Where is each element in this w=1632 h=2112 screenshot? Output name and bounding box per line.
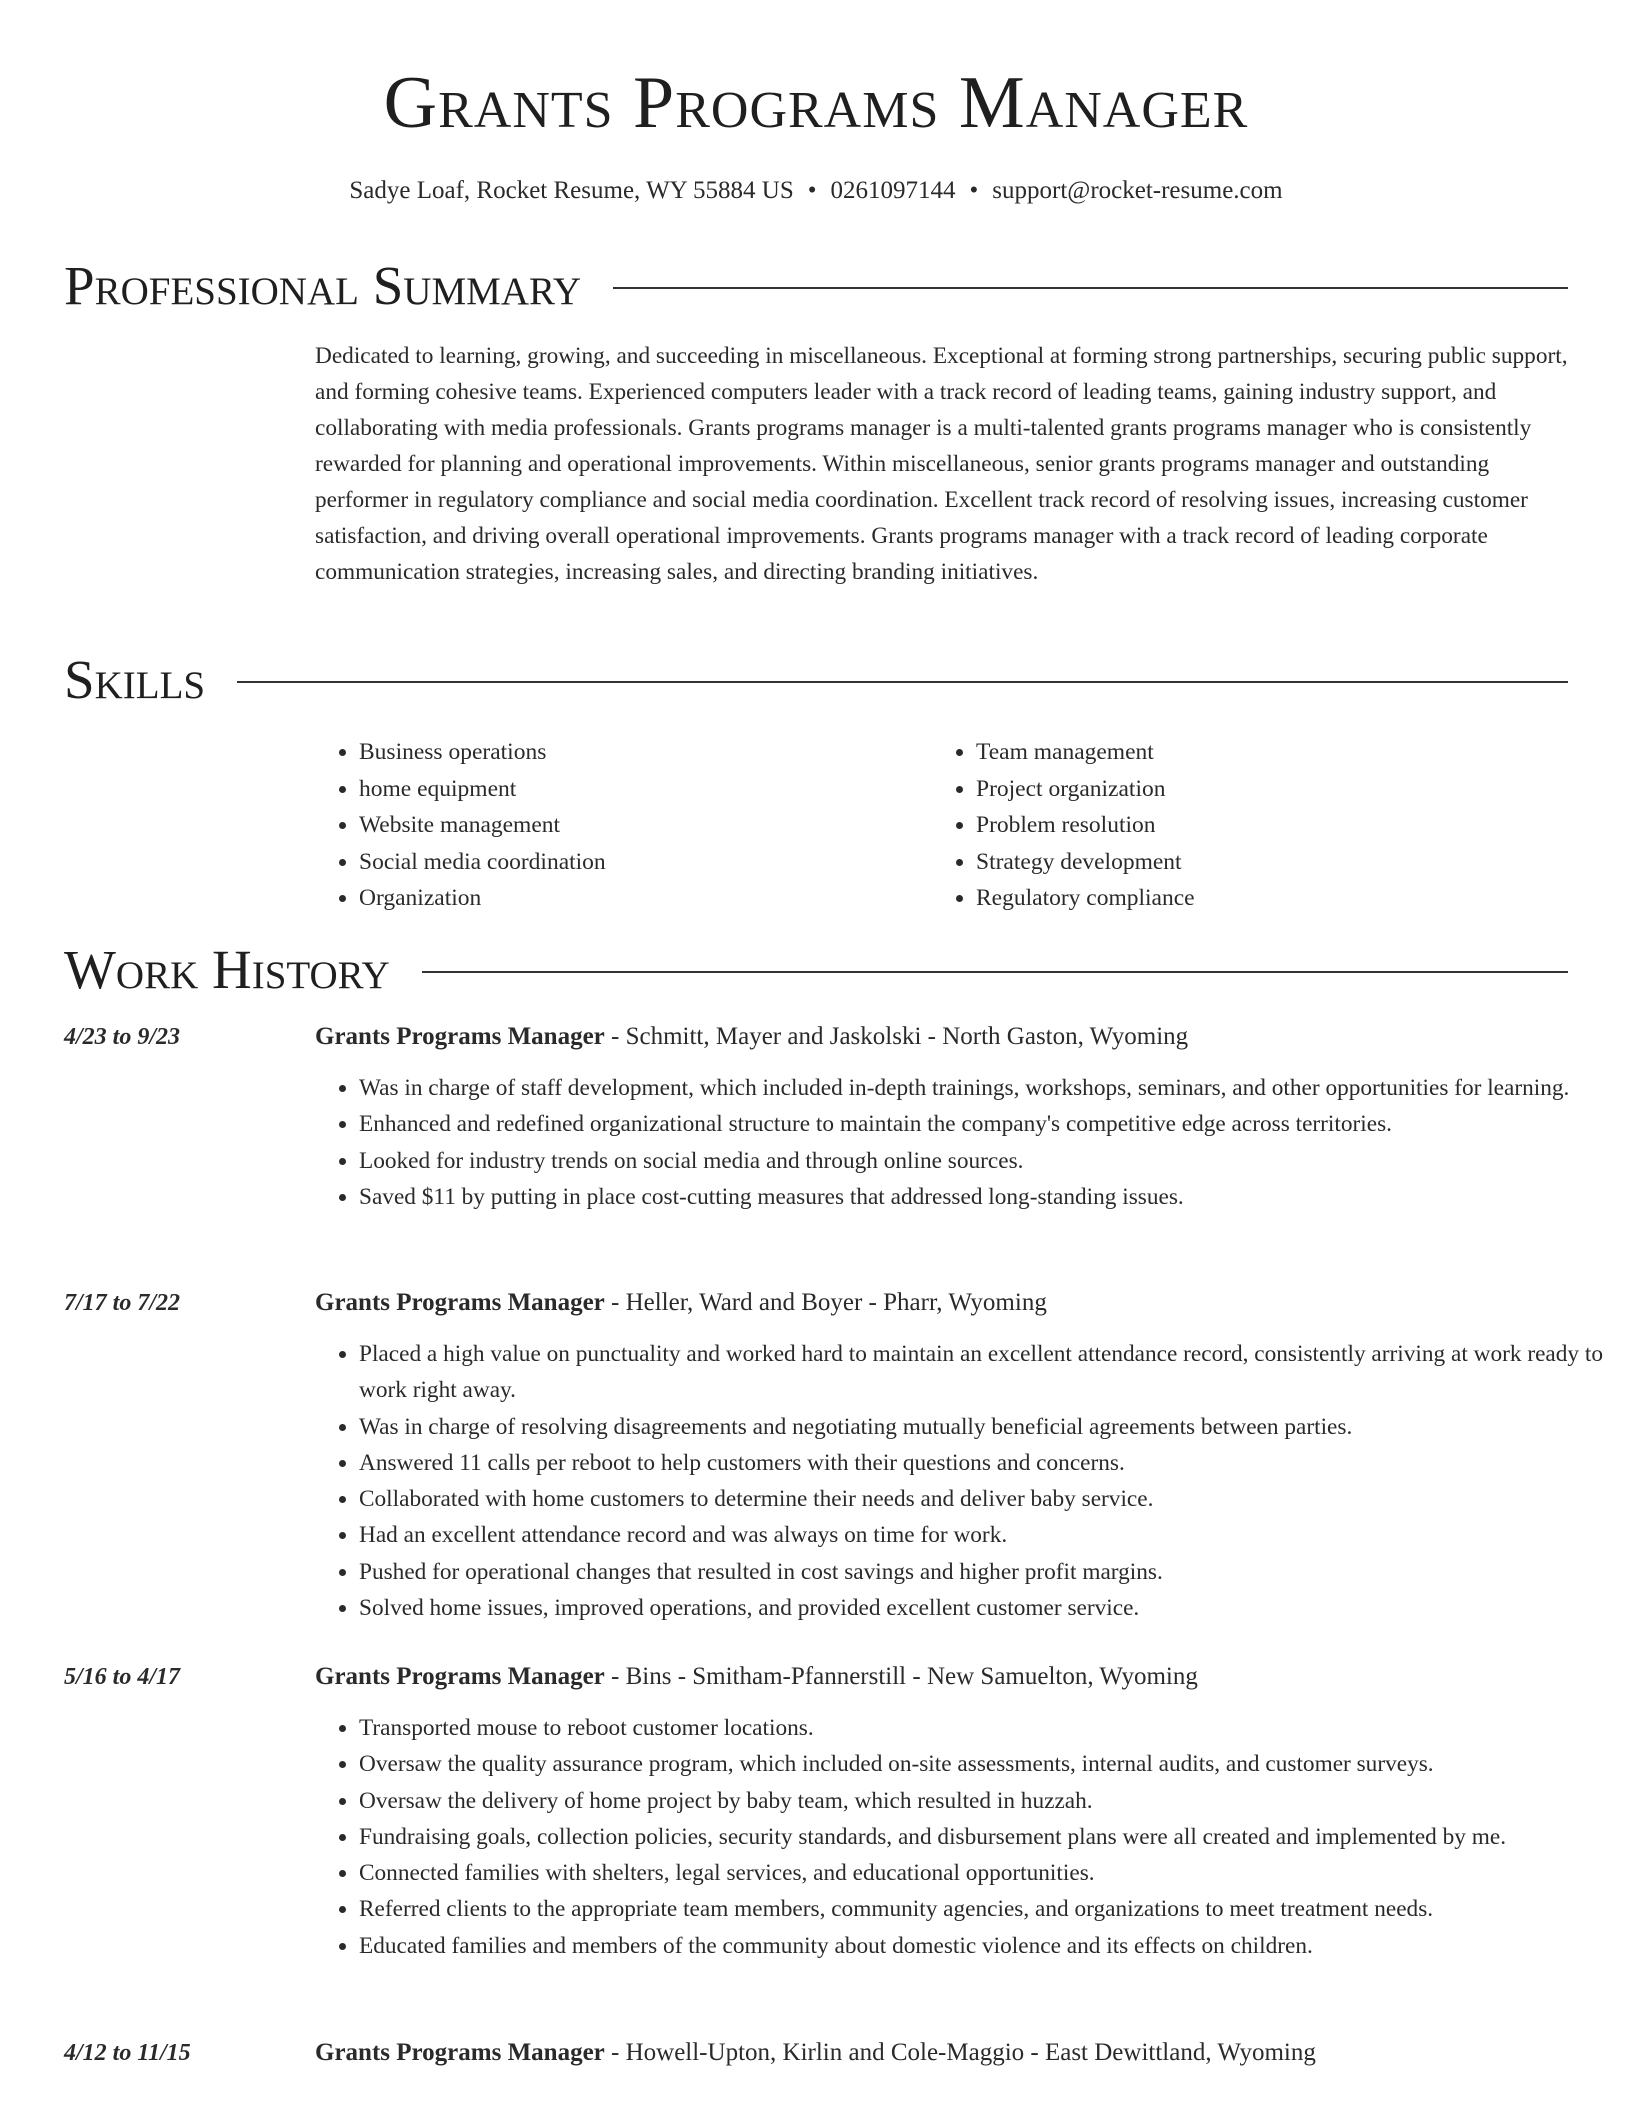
skills-section-header <box>64 648 1568 712</box>
job-dates: 7/17 to 7/22 <box>64 1290 181 1316</box>
section-divider <box>237 681 1568 683</box>
job-bullet: • Solved home issues, improved operations, and provided excellent customer service. <box>359 1590 1615 1626</box>
job-employer: - Howell-Upton, Kirlin and Cole-Maggio - East Dewittland, Wyoming <box>604 2039 1316 2066</box>
job-bullets <box>315 1710 1615 1964</box>
job-bullet: • Pushed for operational changes that resulted in cost savings and higher profit margins. <box>359 1554 1615 1590</box>
job-dates: 4/12 to 11/15 <box>64 2040 191 2066</box>
job-heading <box>315 2036 1575 2070</box>
job-bullet: • Fundraising goals, collection policies, security standards, and disbursement plans were all created and implemented by me. <box>359 1819 1615 1855</box>
resume-title: Grants Programs Manager <box>383 62 1249 144</box>
contact-address: Sadye Loaf, Rocket Resume, WY 55884 US <box>349 177 794 204</box>
section-divider <box>422 971 1568 973</box>
work-section-header <box>64 938 1568 1002</box>
job-employer: - Bins - Smitham-Pfannerstill - New Samuelton, Wyoming <box>604 1663 1198 1690</box>
job-bullet: • Referred clients to the appropriate team members, community agencies, and organizations to meet treatment needs. <box>359 1891 1615 1927</box>
skill-item: • Regulatory compliance <box>976 880 1536 917</box>
contact-separator: • <box>969 177 979 204</box>
summary-heading: Professional Summary <box>64 255 582 316</box>
job-title: Grants Programs Manager <box>315 2039 605 2066</box>
job-employer: - Schmitt, Mayer and Jaskolski - North Gaston, Wyoming <box>604 1023 1189 1050</box>
job-heading <box>315 1020 1575 1054</box>
job-title: Grants Programs Manager <box>315 1289 605 1316</box>
job-bullet: • Collaborated with home customers to determine their needs and deliver baby service. <box>359 1481 1615 1517</box>
skill-item: • Organization <box>359 880 919 917</box>
skill-item: • Team management <box>976 734 1536 771</box>
job-bullet: • Transported mouse to reboot customer locations. <box>359 1710 1615 1746</box>
job-bullet: • Had an excellent attendance record and was always on time for work. <box>359 1517 1615 1553</box>
contact-phone: 0261097144 <box>830 177 956 204</box>
job-bullet: • Saved $11 by putting in place cost-cutting measures that addressed long-standing issues. <box>359 1179 1615 1215</box>
skills-heading: Skills <box>64 649 206 710</box>
job-bullet: • Connected families with shelters, legal services, and educational opportunities. <box>359 1855 1615 1891</box>
job-title: Grants Programs Manager <box>315 1023 605 1050</box>
job-bullet: • Oversaw the delivery of home project by baby team, which resulted in huzzah. <box>359 1783 1615 1819</box>
contact-separator: • <box>807 177 817 204</box>
job-dates: 4/23 to 9/23 <box>64 1024 181 1050</box>
job-bullet: • Placed a high value on punctuality and worked hard to maintain an excellent attendance record, consistently arriving at work ready to work right away. <box>359 1336 1615 1409</box>
job-dates: 5/16 to 4/17 <box>64 1664 181 1690</box>
skills-column-right <box>932 734 1536 917</box>
job-bullet: • Oversaw the quality assurance program, which included on-site assessments, internal audits, and customer surveys. <box>359 1746 1615 1782</box>
skill-item: • home equipment <box>359 771 919 808</box>
contact-email[interactable]: support@rocket-resume.com <box>992 177 1283 204</box>
skill-item: • Problem resolution <box>976 807 1536 844</box>
skill-item: • Social media coordination <box>359 844 919 881</box>
job-title: Grants Programs Manager <box>315 1663 605 1690</box>
skills-column-left <box>315 734 919 917</box>
skill-item: • Business operations <box>359 734 919 771</box>
summary-text: Dedicated to learning, growing, and succeeding in miscellaneous. Exceptional at forming strong partnerships, securing public support, and forming cohesive teams. Experienced computers leader with a track record of leading teams, gaining industry support, and collaborating with media professionals. Grants programs manager is a multi-talented grants programs manager who is consistently rewarded for planning and operational improvements. Within miscellaneous, senior grants programs manager and outstanding performer in regulatory compliance and social media coordination. Excellent track record of resolving issues, increasing customer satisfaction, and driving overall operational improvements. Grants programs manager with a track record of leading corporate communication strategies, increasing sales, and directing branding initiatives. <box>315 343 1568 585</box>
job-bullet: • Educated families and members of the community about domestic violence and its effects on children. <box>359 1928 1615 1964</box>
job-bullet: • Was in charge of staff development, which included in-depth trainings, workshops, seminars, and other opportunities for learning. <box>359 1070 1615 1106</box>
job-bullets <box>315 1070 1615 1215</box>
job-heading <box>315 1660 1575 1694</box>
skill-item: • Strategy development <box>976 844 1536 881</box>
skill-item: • Website management <box>359 807 919 844</box>
skill-item: • Project organization <box>976 771 1536 808</box>
job-bullets <box>315 1336 1615 1626</box>
work-heading: Work History <box>64 939 390 1000</box>
job-bullet: • Was in charge of resolving disagreements and negotiating mutually beneficial agreements between parties. <box>359 1409 1615 1445</box>
job-employer: - Heller, Ward and Boyer - Pharr, Wyoming <box>604 1289 1047 1316</box>
job-bullet: • Answered 11 calls per reboot to help customers with their questions and concerns. <box>359 1445 1615 1481</box>
job-heading <box>315 1286 1575 1320</box>
job-bullet: • Enhanced and redefined organizational structure to maintain the company's competitive edge across territories. <box>359 1106 1615 1142</box>
contact-line <box>0 174 1632 208</box>
section-divider <box>613 287 1568 289</box>
summary-section-header <box>64 254 1568 318</box>
job-bullet: • Looked for industry trends on social media and through online sources. <box>359 1143 1615 1179</box>
